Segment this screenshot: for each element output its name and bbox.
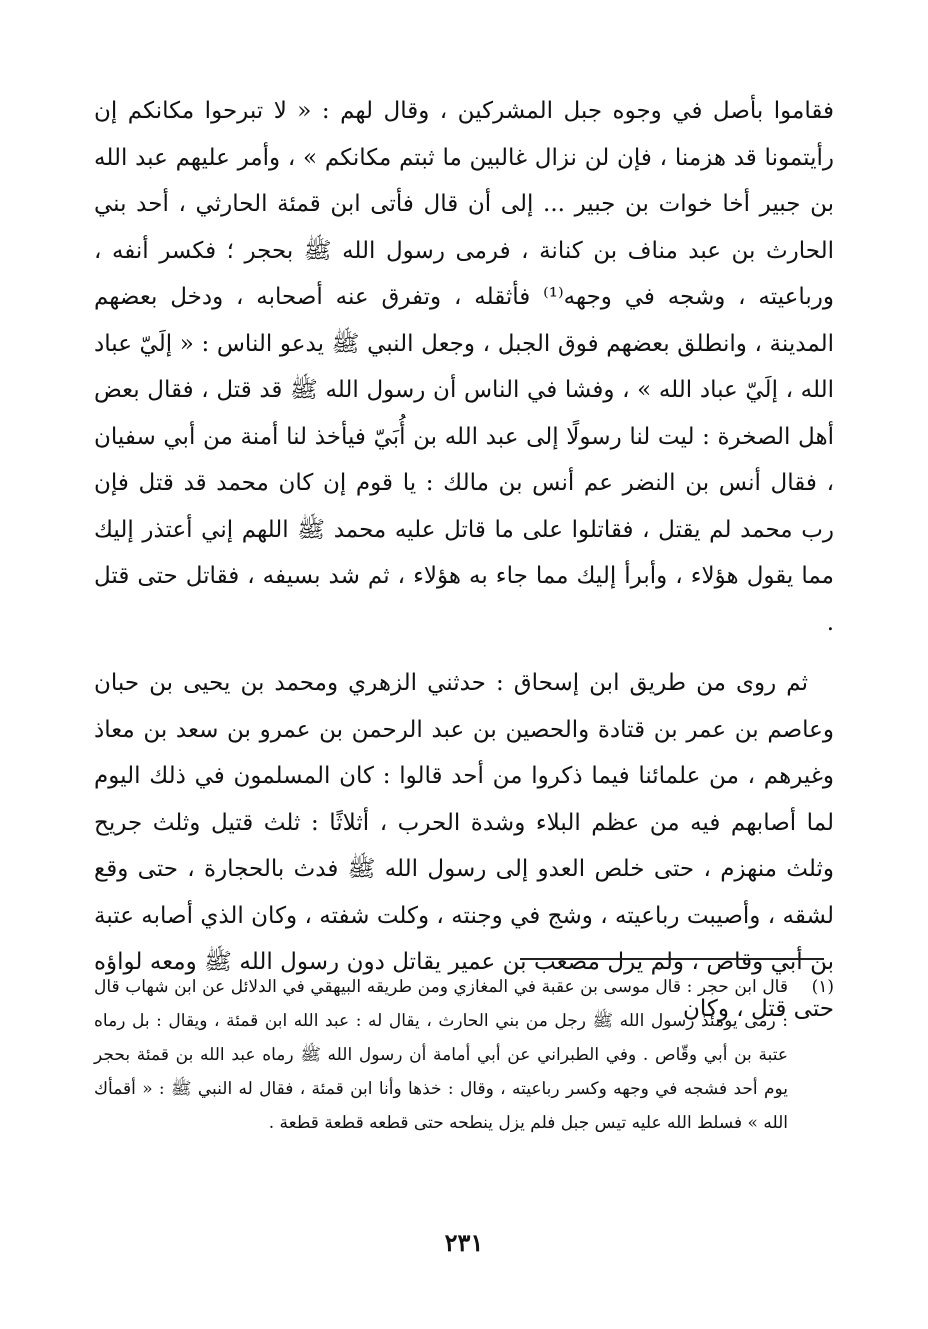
- paragraph-1: فقاموا بأصل في وجوه جبل المشركين ، وقال لهم : « لا تبرحوا مكانكم إن رأيتمونا قد هزمنا ، فإن لن نزال غالبين ما ثبتم مكانكم » ، وأمر عليهم عبد الله بن جبير أخا خوات بن جبير ... إلى أن قال فأتى ابن قمئة الحارثي ، أحد بني الحارث بن عبد مناف بن كنانة ، فرمى رسول الله ﷺ بحجر ؛ فكسر أنفه ، ورباعيته ، وشجه في وجهه⁽¹⁾ فأثقله ، وتفرق عنه أصحابه ، ودخل بعضهم المدينة ، وانطلق بعضهم فوق الجبل ، وجعل النبي ﷺ يدعو الناس : « إلَيّ عباد الله ، إلَيّ عباد الله » ، وفشا في الناس أن رسول الله ﷺ قد قتل ، فقال بعض أهل الصخرة : ليت لنا رسولًا إلى عبد الله بن أُبَيّ فيأخذ لنا أمنة من أبي سفيان ، فقال أنس بن النضر عم أنس بن مالك : يا قوم إن كان محمد قد قتل فإن رب محمد لم يقتل ، فقاتلوا على ما قاتل عليه محمد ﷺ اللهم إني أعتذر إليك مما يقول هؤلاء ، وأبرأ إليك مما جاء به هؤلاء ، ثم شد بسيفه ، فقاتل حتى قتل .: [94, 98, 834, 636]
- footnote-divider: [520, 958, 824, 960]
- footnote-number: (١): [811, 977, 834, 997]
- main-text: [94, 88, 834, 1032]
- footnote-text: قال ابن حجر : قال موسى بن عقبة في المغازي ومن طريقه البيهقي في الدلائل عن ابن شهاب قال : رمى يومئذ رسول الله ﷺ رجل من بني الحارث ، يقال له : عبد الله ابن قمئة ، ويقال : بل رماه عتبة بن أبي وقّاص . وفي الطبراني عن أبي أمامة أن رسول الله ﷺ رماه عبد الله بن قمئة بحجر يوم أحد فشجه في وجهه وكسر رباعيته ، وقال : خذها وأنا ابن قمئة ، فقال له النبي ﷺ : « أقمأك الله » فسلط الله عليه تيس جبل فلم يزل ينطحه حتى قطعه قطعة قطعة .: [94, 977, 788, 1133]
- paragraph-2: ثم روى من طريق ابن إسحاق : حدثني الزهري ومحمد بن يحيى بن حبان وعاصم بن عمر بن قتادة والحصين بن عبد الرحمن بن عمرو بن سعد بن معاذ وغيرهم ، من علمائنا فيما ذكروا من أحد قالوا : كان المسلمون في ذلك اليوم لما أصابهم فيه من عظم البلاء وشدة الحرب ، أثلاثًا : ثلث قتيل وثلث جريح وثلث منهزم ، حتى خلص العدو إلى رسول الله ﷺ فدث بالحجارة ، حتى وقع لشقه ، وأصيبت رباعيته ، وشج في وجنته ، وكلت شفته ، وكان الذي أصابه عتبة بن أبي وقاص ، ولم يزل مصعب بن عمير يقاتل دون رسول الله ﷺ ومعه لواؤه حتى قتل ، وكان: [94, 670, 834, 1022]
- page-number: ٢٣١: [444, 1228, 484, 1257]
- footnote: [94, 970, 834, 1140]
